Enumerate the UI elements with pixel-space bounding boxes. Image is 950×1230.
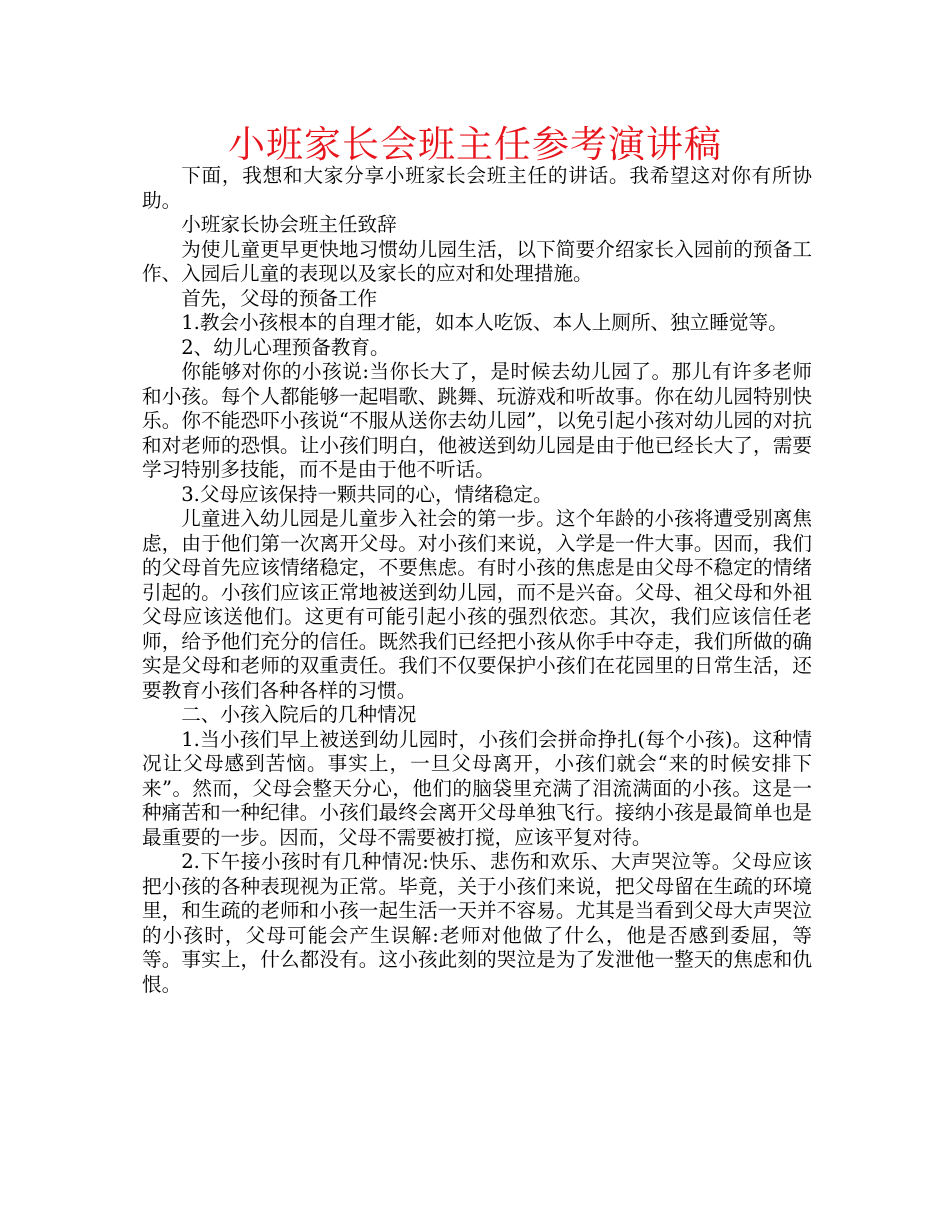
document-title: 小班家长会班主任参考演讲稿 (228, 123, 722, 166)
section-heading-after-entry: 二、小孩入院后的几种情况 (181, 703, 417, 726)
paragraph-intro: 下面，我想和大家分享小班家长会班主任的讲话。我希望这对你有所协助。 (142, 164, 812, 212)
paragraph-purpose: 为使儿童更早更快地习惯幼儿园生活，以下简要介绍家长入园前的预备工作、入园后儿童的表现以及家长的应对和处理措施。 (142, 237, 812, 285)
paragraph-afternoon-pickup: 2.下午接小孩时有几种情况:快乐、悲伤和欢乐、大声哭泣等。父母应该把小孩的各种表现视为正常。毕竟，关于小孩们来说，把父母留在生疏的环境里，和生疏的老师和小孩一起生活一天并不容易。尤其是当看到父母大声哭泣的小孩时，父母可能会产生误解:老师对他做了什么，他是否感到委屈，等等。事实上，什么都没有。这小孩此刻的哭泣是为了发泄他一整天的焦虑和仇恨。 (142, 850, 812, 996)
document-body (142, 164, 812, 997)
section-heading-parent-preparation: 首先，父母的预备工作 (181, 286, 378, 310)
paragraph-point-3-body: 儿童进入幼儿园是儿童步入社会的第一步。这个年龄的小孩将遭受别离焦虑，由于他们第一次离开父母。对小孩们来说，入学是一件大事。因而，我们的父母首先应该情绪稳定，不要焦虑。有时小孩的焦虑是由父母不稳定的情绪引起的。小孩们应该正常地被送到幼儿园，而不是兴奋。父母、祖父母和外祖父母应该送他们。这更有可能引起小孩的强烈依恋。其次，我们应该信任老师，给予他们充分的信任。既然我们已经把小孩从你手中夺走，我们所做的确实是父母和老师的双重责任。我们不仅要保护小孩们在花园里的日常生活，还要教育小孩们各种各样的习惯。 (142, 507, 812, 702)
paragraph-morning-dropoff: 1.当小孩们早上被送到幼儿园时，小孩们会拼命挣扎(每个小孩)。这种情况让父母感到苦恼。事实上，一旦父母离开，小孩们就会“来的时候安排下来”。然而，父母会整天分心，他们的脑袋里充满了泪流满面的小孩。这是一种痛苦和一种纪律。小孩们最终会离开父母单独飞行。接纳小孩是最简单也是最重要的一步。因而，父母不需要被打搅，应该平复对待。 (142, 727, 812, 849)
paragraph-speech-heading: 小班家长协会班主任致辞 (181, 213, 397, 236)
paragraph-point-3-heading: 3.父母应该保持一颗共同的心，情绪稳定。 (181, 482, 553, 506)
paragraph-point-2-heading: 2、幼儿心理预备教育。 (181, 335, 390, 359)
paragraph-point-2-body: 你能够对你的小孩说:当你长大了，是时候去幼儿园了。那儿有许多老师和小孩。每个人都能够一起唱歌、跳舞、玩游戏和听故事。你在幼儿园特别快乐。你不能恐吓小孩说“不服从送你去幼儿园”，以免引起小孩对幼儿园的对抗和对老师的恐惧。让小孩们明白，他被送到幼儿园是由于他已经长大了，需要学习特别多技能，而不是由于他不听话。 (142, 360, 812, 481)
paragraph-point-1-self-care: 1.教会小孩根本的自理才能，如本人吃饭、本人上厕所、独立睡觉等。 (181, 311, 788, 334)
